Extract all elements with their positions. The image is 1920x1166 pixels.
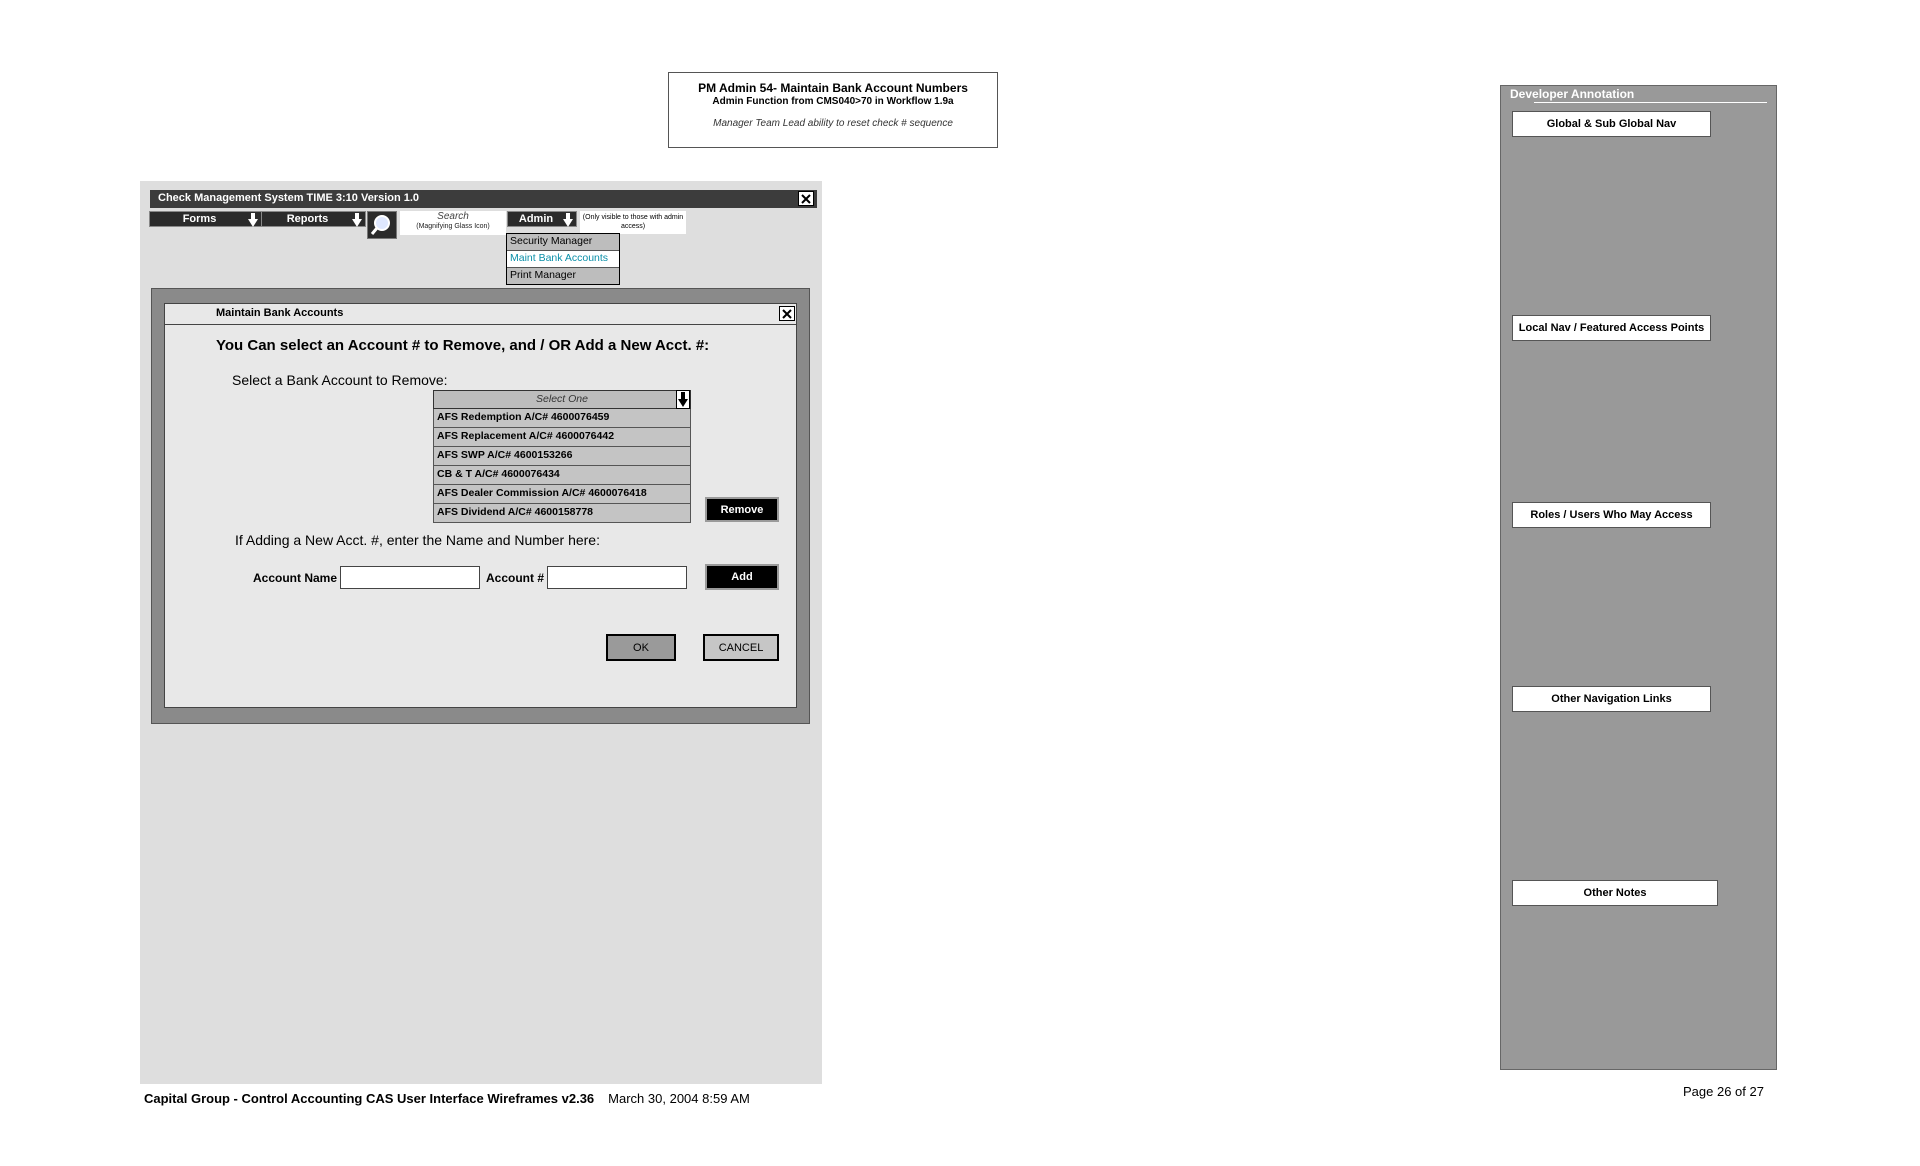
menu-item-print-manager[interactable]: Print Manager bbox=[510, 269, 576, 281]
chevron-down-icon bbox=[677, 391, 689, 408]
menu-reports-label: Reports bbox=[286, 213, 329, 225]
account-name-label: Account Name bbox=[253, 571, 338, 585]
annotation-other-notes: Other Notes bbox=[1512, 880, 1718, 906]
search-icon bbox=[368, 212, 396, 238]
annotation-roles: Roles / Users Who May Access bbox=[1512, 502, 1711, 528]
account-select-header[interactable] bbox=[433, 390, 691, 409]
footer-date: March 30, 2004 8:59 AM bbox=[608, 1091, 750, 1106]
account-option[interactable]: AFS Redemption A/C# 4600076459 bbox=[433, 409, 691, 428]
chevron-down-icon bbox=[352, 213, 362, 227]
select-placeholder: Select One bbox=[536, 393, 588, 405]
developer-annotation-panel bbox=[1500, 85, 1777, 1070]
account-option[interactable]: CB & T A/C# 4600076434 bbox=[433, 466, 691, 485]
admin-dropdown-menu bbox=[506, 233, 620, 285]
annotation-local-nav: Local Nav / Featured Access Points bbox=[1512, 315, 1711, 341]
menu-forms[interactable] bbox=[149, 211, 262, 227]
annotation-divider bbox=[1534, 102, 1767, 103]
menu-admin[interactable] bbox=[507, 211, 577, 227]
footer bbox=[144, 1091, 750, 1106]
menu-admin-label: Admin bbox=[518, 213, 554, 225]
account-option[interactable]: AFS SWP A/C# 4600153266 bbox=[433, 447, 691, 466]
app-titlebar bbox=[150, 190, 817, 208]
search-hint: (Magnifying Glass Icon) bbox=[416, 223, 490, 230]
account-name-input[interactable] bbox=[340, 566, 480, 589]
wireframe-header-box bbox=[668, 72, 998, 148]
page-number: Page 26 of 27 bbox=[1683, 1084, 1764, 1099]
search-label: Search bbox=[437, 211, 469, 222]
account-option[interactable]: AFS Replacement A/C# 4600076442 bbox=[433, 428, 691, 447]
close-icon bbox=[801, 194, 811, 204]
wireframe-subtitle: Admin Function from CMS040>70 in Workflow 1.9a bbox=[712, 96, 954, 107]
admin-visibility-note: (Only visible to those with admin access) bbox=[580, 211, 686, 234]
bank-account-select[interactable] bbox=[433, 390, 691, 523]
menu-item-maint-bank-accounts[interactable]: Maint Bank Accounts bbox=[507, 251, 619, 268]
account-number-input[interactable] bbox=[547, 566, 687, 589]
ok-button[interactable]: OK bbox=[606, 634, 676, 661]
remove-section-label: Select a Bank Account to Remove: bbox=[232, 372, 448, 388]
app-title: Check Management System TIME 3:10 Version 1.0 bbox=[158, 192, 420, 204]
dialog-title: Maintain Bank Accounts bbox=[216, 307, 344, 319]
annotation-other-nav-links: Other Navigation Links bbox=[1512, 686, 1711, 712]
account-option[interactable]: AFS Dividend A/C# 4600158778 bbox=[433, 504, 691, 523]
app-close-button[interactable] bbox=[798, 191, 814, 206]
cancel-button[interactable]: CANCEL bbox=[703, 634, 779, 661]
dialog-heading: You Can select an Account # to Remove, and / OR Add a New Acct. #: bbox=[216, 337, 710, 354]
dropdown-toggle[interactable] bbox=[676, 390, 690, 409]
add-section-label: If Adding a New Acct. #, enter the Name and Number here: bbox=[235, 532, 600, 548]
wireframe-note: Manager Team Lead ability to reset check # sequence bbox=[713, 118, 953, 129]
footer-doc-title: Capital Group - Control Accounting CAS User Interface Wireframes v2.36 bbox=[144, 1091, 595, 1106]
dialog-titlebar bbox=[164, 303, 797, 325]
annotation-global-nav: Global & Sub Global Nav bbox=[1512, 111, 1711, 137]
remove-button[interactable]: Remove bbox=[705, 497, 779, 522]
menu-forms-label: Forms bbox=[182, 213, 217, 225]
chevron-down-icon bbox=[248, 213, 258, 227]
menu-reports[interactable] bbox=[261, 211, 366, 227]
chevron-down-icon bbox=[563, 213, 573, 227]
account-number-label: Account # bbox=[486, 571, 545, 585]
wireframe-title: PM Admin 54- Maintain Bank Account Numbers bbox=[698, 81, 968, 95]
account-option[interactable]: AFS Dealer Commission A/C# 4600076418 bbox=[433, 485, 691, 504]
add-button[interactable]: Add bbox=[705, 564, 779, 590]
dialog-close-button[interactable] bbox=[779, 306, 795, 321]
menu-item-security-manager[interactable]: Security Manager bbox=[507, 234, 619, 251]
close-icon bbox=[782, 309, 792, 319]
search-button[interactable] bbox=[367, 211, 397, 239]
annotation-panel-title: Developer Annotation bbox=[1510, 87, 1635, 101]
search-label-block bbox=[400, 211, 506, 235]
